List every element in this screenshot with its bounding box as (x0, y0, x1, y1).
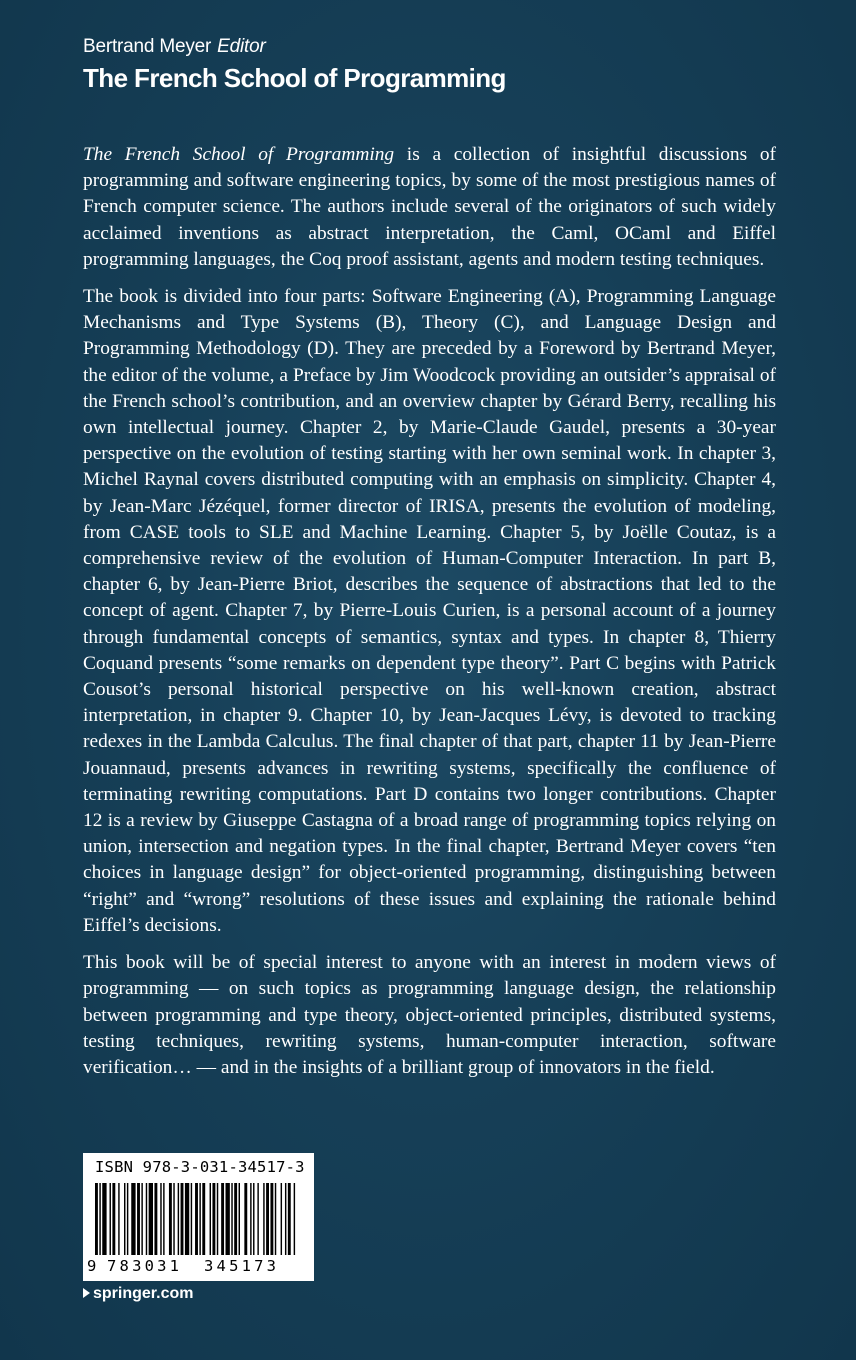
barcode-bar (285, 1183, 286, 1255)
barcode-bar (210, 1183, 211, 1255)
barcode-bar (288, 1183, 291, 1255)
barcode-bar (244, 1183, 247, 1255)
barcode-bar (137, 1183, 140, 1255)
barcode-bar (270, 1183, 273, 1255)
barcode-bar (127, 1183, 128, 1255)
blurb-paragraph-1-text: is a collection of insightful discussions of programming and software engineering topics, by some of the most prestigious names of French computer science. The authors include several of the originators of such widely acclaimed inventions as abstract interpretation, the Caml, OCaml and Eiffel programming languages, the Coq proof assistant, agents and modern testing techniques. (83, 144, 776, 270)
barcode-bar (118, 1183, 119, 1255)
barcode-bar (99, 1183, 100, 1255)
barcode-bar (124, 1183, 125, 1255)
blurb (83, 142, 776, 1092)
barcode-bar (239, 1183, 240, 1255)
isbn-label: ISBN 978-3-031-34517-3 (95, 1158, 305, 1176)
barcode-bar (250, 1183, 251, 1255)
barcode-bar (95, 1183, 98, 1255)
barcode-bar (110, 1183, 111, 1255)
blurb-paragraph-3: This book will be of special interest to anyone with an interest in modern views of programming — on such topics as programming language design, the relationship between programming and type theory, object-oriented principles, distributed systems, testing techniques, rewriting systems, human-computer interaction, software verification… — and in the insights of a brilliant group of innovators in the field. (83, 952, 776, 1078)
barcode-bar (221, 1183, 224, 1255)
barcode-bar (146, 1183, 147, 1255)
barcode-bar (163, 1183, 164, 1255)
barcode-bar (253, 1183, 254, 1255)
barcode-bar (199, 1183, 200, 1255)
book-title: The French School of Programming (83, 63, 506, 93)
editor-role: Editor (217, 36, 266, 57)
barcode-bar (149, 1183, 153, 1255)
barcode-bar (141, 1183, 142, 1255)
barcode-bar (154, 1183, 157, 1255)
barcode-bar (102, 1183, 106, 1255)
barcode-bar (234, 1183, 237, 1255)
barcode-bar (160, 1183, 161, 1255)
blurb-paragraph-2: The book is divided into four parts: Software Engineering (A), Programming Language Mechanisms and Type Systems (B), Theory (C), and Language Design and Programming Methodology (D). They are preceded by a Foreword by Bertrand Meyer, the editor of the volume, a Preface by Jim Woodcock providing an outsider’s appraisal of the French school’s contribution, and an overview chapter by Gérard Berry, recalling his own intellectual journey. Chapter 2, by Marie-Claude Gaudel, presents a 30-year perspective on the evolution of testing starting with her own seminal work. In chapter 3, Michel Raynal covers distributed computing with an emphasis on simplicity. Chapter 4, by Jean-Marc Jézéquel, former director of IRISA, presents the evolution of modeling, from CASE tools to SLE and Machine Learning. Chapter 5, by Joëlle Coutaz, is a comprehensive review of the evolution of Human-Computer Interaction. In part B, chapter 6, by Jean-Pierre Briot, describes the sequence of abstractions that led to the concept of agent. Chapter 7, by Pierre-Louis Curien, is a personal account of a journey through fundamental concepts of semantics, syntax and types. In chapter 8, Thierry Coquand presents “some remarks on dependent type theory”. Part C begins with Patrick Cousot’s personal historical perspective on his well-known creation, abstract interpretation, in chapter 9. Chapter 10, by Jean-Jacques Lévy, is devoted to tracking redexes in the Lambda Calculus. The final chapter of that part, chapter 11 by Jean-Pierre Jouannaud, presents advances in rewriting systems, specifically the confluence of terminating rewriting computations. Part D contains two longer contributions. Chapter 12 is a review by Giuseppe Castagna of a broad range of programming topics relying on union, intersection and negation types. In the final chapter, Bertrand Meyer covers “ten choices in language design” for object-oriented programming, distinguishing between “right” and “wrong” resolutions of these issues and explaining the rationale behind Eiffel’s decisions. (83, 286, 776, 936)
barcode-bar (112, 1183, 115, 1255)
barcode-bar (257, 1183, 258, 1255)
barcode-bar (294, 1183, 295, 1255)
barcode-bars (95, 1183, 305, 1255)
barcode-digits (83, 1255, 314, 1279)
barcode-bar (181, 1183, 184, 1255)
barcode-digits-group-1: 783031 (107, 1257, 183, 1275)
barcode-bar (263, 1183, 264, 1255)
editor-name: Bertrand Meyer (83, 36, 212, 57)
barcode-bar (185, 1183, 189, 1255)
barcode-bar (191, 1183, 192, 1255)
barcode-bar (131, 1183, 135, 1255)
barcode-bar (212, 1183, 215, 1255)
barcode-bar (275, 1183, 276, 1255)
barcode-digit-first: 9 (87, 1257, 97, 1275)
editor-line (83, 36, 266, 58)
barcode-bar (178, 1183, 179, 1255)
barcode-bar (226, 1183, 230, 1255)
barcode-bar (195, 1183, 198, 1255)
barcode-bar (217, 1183, 218, 1255)
barcode-bar (202, 1183, 205, 1255)
blurb-paragraph-1 (83, 142, 776, 273)
arrow-right-icon (83, 1288, 90, 1298)
barcode-bar (281, 1183, 282, 1255)
publisher-website-text: springer.com (93, 1285, 194, 1302)
blurb-title-italic: The French School of Programming (83, 144, 395, 165)
publisher-website-link[interactable] (83, 1285, 193, 1303)
barcode-bar (231, 1183, 232, 1255)
barcode-bar (173, 1183, 174, 1255)
barcode-bar (169, 1183, 172, 1255)
barcode-digits-group-2: 345173 (204, 1257, 280, 1275)
barcode-bar (266, 1183, 269, 1255)
isbn-barcode (83, 1153, 314, 1281)
